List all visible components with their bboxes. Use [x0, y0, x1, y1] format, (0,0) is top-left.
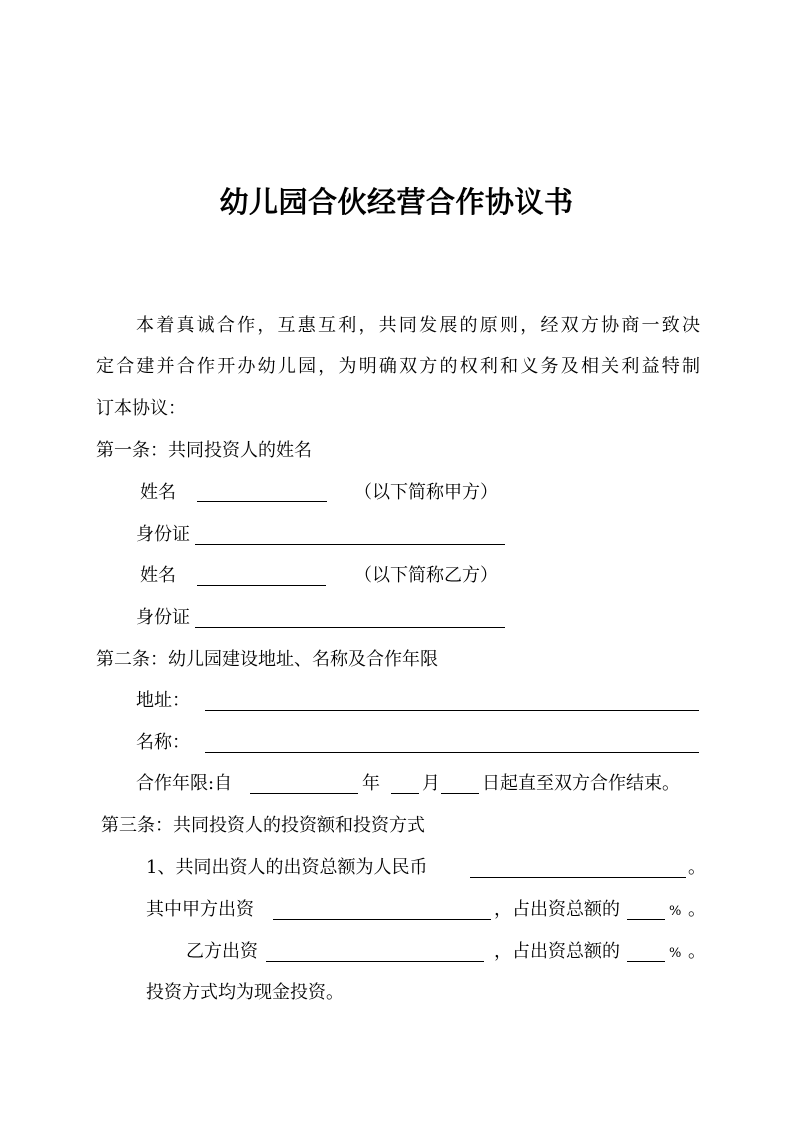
party-b-percent-blank[interactable] [627, 941, 665, 962]
term-day-suffix: 日起直至双方合作结束。 [482, 773, 680, 794]
party-b-note: （以下简称乙方） [354, 565, 498, 586]
term-day-blank[interactable] [441, 773, 479, 794]
party-a-id-blank[interactable] [195, 524, 505, 545]
address-blank[interactable] [205, 690, 699, 711]
party-b-share-label: ，占出资总额的 [494, 941, 620, 962]
party-a-period: 。 [688, 899, 706, 920]
term-year-label: 年 [362, 773, 380, 794]
party-a-percent-sign: % [669, 904, 682, 919]
party-a-note: （以下简称甲方） [354, 482, 498, 503]
party-b-period: 。 [688, 941, 706, 962]
item1-text: 1、共同出资人的出资总额为人民币 [146, 857, 428, 878]
term-month-label: 月 [422, 773, 440, 794]
term-year-blank[interactable] [250, 773, 358, 794]
kindergarten-name-blank[interactable] [205, 732, 699, 753]
party-a-id-label: 身份证 [136, 524, 190, 545]
party-a-contrib-blank[interactable] [273, 899, 491, 920]
party-b-name-blank[interactable] [197, 565, 326, 586]
intro-line-3: 订本协议： [96, 398, 186, 419]
document-title: 幼儿园合伙经营合作协议书 [219, 185, 574, 219]
party-a-name-row [140, 481, 176, 505]
kindergarten-name-label: 名称： [136, 732, 190, 753]
party-b-id-label: 身份证 [136, 607, 190, 628]
intro-line-2: 定合建并合作开办幼儿园，为明确双方的权利和义务及相关利益特制 [96, 356, 700, 377]
party-a-contrib-label: 其中甲方出资 [146, 899, 254, 920]
item1-end: 。 [688, 857, 706, 878]
party-a-percent-blank[interactable] [627, 899, 665, 920]
intro-line-1: 本着真诚合作，互惠互利，共同发展的原则，经双方协商一致决 [136, 315, 700, 336]
party-b-contrib-label: 乙方出资 [186, 941, 258, 962]
total-amount-blank[interactable] [470, 857, 686, 878]
party-b-name-label: 姓名 [140, 565, 176, 586]
party-a-name-label: 姓名 [140, 482, 176, 503]
article1-heading: 第一条：共同投资人的姓名 [96, 440, 312, 461]
term-prefix: 合作年限:自 [136, 773, 233, 794]
party-a-share-label: ，占出资总额的 [494, 899, 620, 920]
party-b-percent-sign: % [669, 946, 682, 961]
party-b-contrib-blank[interactable] [266, 941, 484, 962]
party-b-id-blank[interactable] [195, 607, 505, 628]
address-label: 地址： [136, 690, 190, 711]
investment-method: 投资方式均为现金投资。 [146, 982, 344, 1003]
article2-heading: 第二条：幼儿园建设地址、名称及合作年限 [96, 649, 438, 670]
party-a-name-blank[interactable] [197, 481, 327, 502]
article3-heading: 第三条：共同投资人的投资额和投资方式 [101, 815, 425, 836]
term-month-blank[interactable] [391, 773, 419, 794]
